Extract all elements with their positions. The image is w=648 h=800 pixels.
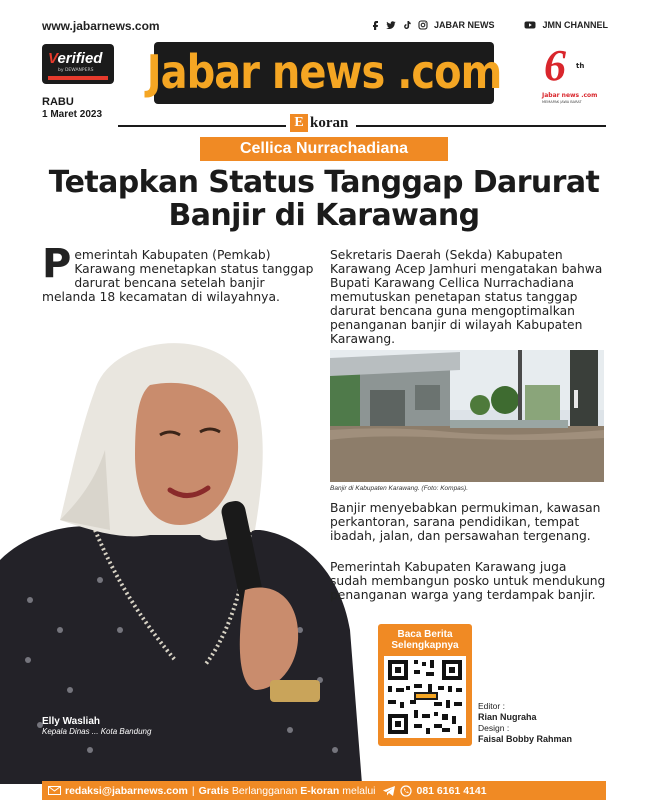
- anniversary-logo: [538, 40, 598, 106]
- social-handle[interactable]: JABAR NEWS: [433, 20, 495, 30]
- channel-name[interactable]: JMN CHANNEL: [542, 20, 608, 30]
- drop-cap: P: [42, 241, 72, 287]
- ekoran-label: [290, 114, 348, 132]
- verified-sub: by DEWANPERS: [58, 68, 94, 73]
- paragraph-4: Pemerintah Kabupaten Karawang juga sudah membangun posko untuk mendukung penanganan warga yang terdampak banjir.: [330, 560, 606, 602]
- qr-read-more[interactable]: [378, 624, 472, 746]
- edition-day: RABU: [42, 96, 74, 108]
- anniversary-suffix: th: [576, 62, 585, 70]
- facebook-icon[interactable]: [370, 20, 380, 30]
- qr-title: [378, 629, 472, 651]
- ekoran-e: E: [290, 114, 308, 132]
- footer-email[interactable]: redaksi@jabarnews.com: [65, 784, 188, 797]
- verified-bar: [48, 76, 108, 80]
- telegram-icon[interactable]: [382, 785, 396, 797]
- paragraph-3: Banjir menyebabkan permukiman, kawasan perkantoran, sarana pendidikan, tempat ibadah, jalan, dan persawahan tergenang.: [330, 501, 601, 543]
- whatsapp-icon[interactable]: [400, 785, 412, 797]
- credits: [478, 701, 572, 745]
- masthead-logo[interactable]: [146, 42, 502, 104]
- photo-caption: Banjir di Kabupaten Karawang. (Foto: Kompas).: [330, 485, 469, 492]
- flood-photo: [330, 350, 604, 482]
- footer-berlangganan: Berlangganan: [231, 784, 298, 797]
- verified-badge: [42, 44, 114, 84]
- mail-icon: [48, 786, 61, 795]
- instagram-icon[interactable]: [418, 20, 428, 30]
- article-headline: [20, 166, 628, 232]
- anniversary-label: Jabar news .com: [542, 92, 598, 99]
- site-url[interactable]: www.jabarnews.com: [42, 19, 160, 33]
- lead-paragraph: [42, 241, 314, 304]
- article-tag[interactable]: Cellica Nurrachadiana: [200, 137, 448, 161]
- footer-phone[interactable]: 081 6161 4141: [416, 784, 487, 797]
- person-role: Kepala Dinas ... Kota Bandung: [42, 727, 152, 736]
- qr-title-line-2: Selengkapnya: [391, 640, 459, 651]
- footer-melalui: melalui: [342, 784, 376, 797]
- editor-name: Rian Nugraha: [478, 712, 537, 722]
- footer-ekoran[interactable]: E-koran: [300, 784, 340, 797]
- divider-left: [118, 125, 286, 127]
- anniversary-slogan: MEMAPAK JAWA BARAT: [542, 100, 582, 104]
- ekoran-rest: koran: [310, 114, 349, 131]
- headline-line-2: Banjir di Karawang: [168, 198, 480, 233]
- divider-right: [356, 125, 606, 127]
- social-bar: [370, 20, 608, 30]
- qr-title-line-1: Baca Berita: [397, 629, 453, 640]
- person-name: Elly Wasliah: [42, 716, 100, 727]
- headline-line-1: Tetapkan Status Tanggap Darurat: [48, 165, 600, 200]
- tiktok-icon[interactable]: [402, 20, 412, 30]
- footer-gratis: Gratis: [198, 784, 229, 797]
- edition-date: 1 Maret 2023: [42, 109, 103, 120]
- paragraph-2: Sekretaris Daerah (Sekda) Kabupaten Karawang Acep Jamhuri mengatakan bahwa Bupati Karawang Cellica Nurrachadiana memutuskan penetapan status tanggap darurat bencana guna mengoptimalkan penanganan banjir di wilayah Kabupaten Karawang.: [330, 248, 603, 346]
- qr-code[interactable]: [384, 656, 466, 738]
- footer-divider: |: [191, 784, 195, 797]
- twitter-icon[interactable]: [386, 20, 396, 30]
- masthead-text: Jabar news .com: [146, 46, 502, 100]
- design-name: Faisal Bobby Rahman: [478, 734, 573, 744]
- youtube-icon[interactable]: [524, 20, 536, 30]
- verified-text: Verified: [48, 50, 103, 67]
- lead-text: emerintah Kabupaten (Pemkab) Karawang menetapkan status tanggap darurat bencana setelah banjir melanda 18 kecamatan di wilayahnya.: [42, 248, 314, 304]
- footer-bar: [42, 781, 606, 800]
- anniversary-number: 6: [544, 41, 566, 90]
- editor-label: Editor :: [478, 701, 505, 711]
- design-label: Design :: [478, 723, 510, 733]
